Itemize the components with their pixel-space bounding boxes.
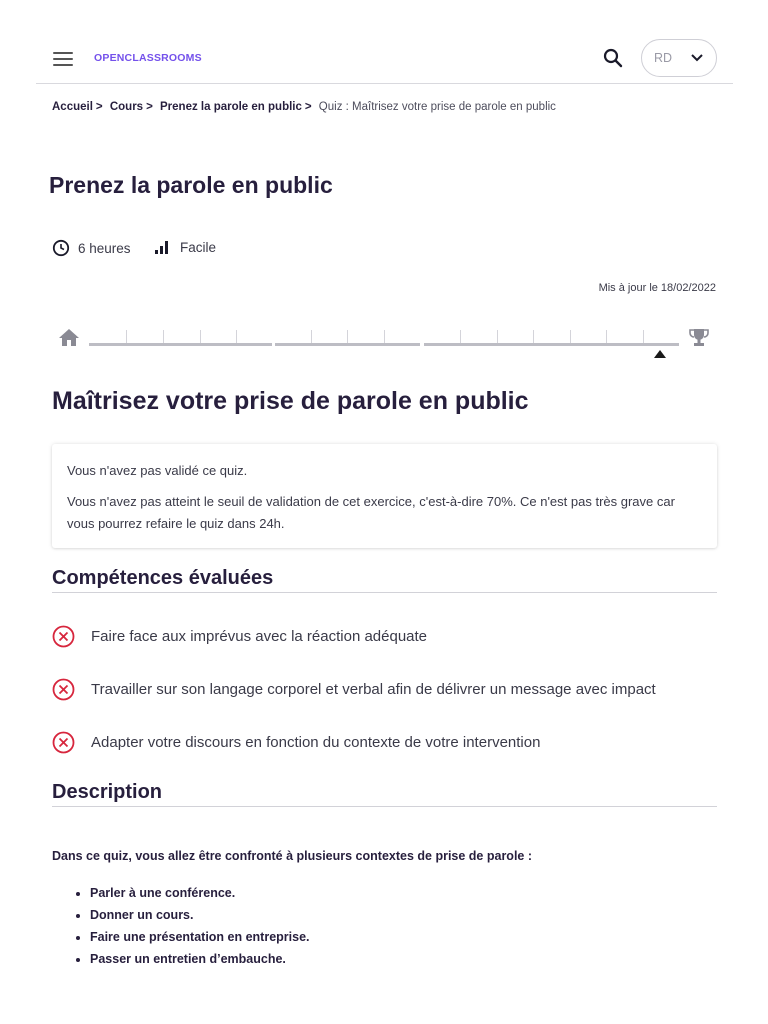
progress-step[interactable] [570, 330, 571, 343]
skill-item [52, 625, 427, 648]
quiz-result-card [52, 444, 717, 548]
user-avatar-initials: RD [654, 51, 673, 65]
breadcrumb-separator: > [146, 101, 153, 113]
difficulty-bars-icon [154, 239, 172, 255]
quiz-status-message: Vous n'avez pas atteint le seuil de validation de cet exercice, c'est-à-dire 70%. Ce n'est pas très grave car vous pourrez refaire le quiz dans 24h. [67, 494, 675, 531]
progress-step[interactable] [126, 330, 127, 343]
progress-step[interactable] [200, 330, 201, 343]
level-text: Facile [180, 239, 217, 255]
failed-x-circle-icon [52, 678, 75, 701]
skill-label: Faire face aux imprévus avec la réaction adéquate [91, 628, 428, 645]
top-header [36, 30, 733, 84]
user-menu-button[interactable] [641, 39, 717, 77]
list-item: • Passer un entretien d’embauche. [90, 951, 310, 973]
skill-label: Adapter votre discours en fonction du contexte de votre intervention [91, 734, 541, 751]
description-list [90, 885, 310, 973]
quiz-title: Maîtrisez votre prise de parole en public [52, 387, 529, 415]
quiz-status-text: Vous n'avez pas validé ce quiz. [67, 463, 248, 478]
hamburger-menu-icon[interactable] [53, 52, 73, 66]
breadcrumb [52, 101, 556, 113]
last-updated: Mis à jour le 18/02/2022 [598, 282, 716, 294]
breadcrumb-separator: > [95, 101, 103, 113]
skill-item [52, 731, 540, 754]
breadcrumb-separator: > [304, 101, 312, 113]
failed-x-circle-icon [52, 731, 75, 754]
list-item: • Donner un cours. [90, 907, 310, 929]
progress-step[interactable] [163, 330, 164, 343]
search-icon[interactable] [602, 47, 624, 69]
progress-step[interactable] [347, 330, 348, 343]
progress-step[interactable] [606, 330, 607, 343]
course-title: Prenez la parole en public [49, 172, 333, 198]
home-icon[interactable] [58, 328, 80, 352]
progress-segment [424, 343, 679, 346]
trophy-icon [688, 328, 710, 353]
current-position-marker [654, 350, 666, 358]
progress-step[interactable] [384, 330, 385, 343]
course-level [154, 239, 216, 255]
progress-step[interactable] [497, 330, 498, 343]
clock-icon [52, 239, 70, 257]
progress-step[interactable] [311, 330, 312, 343]
duration-text: 6 heures [78, 240, 131, 256]
breadcrumb-courses-link[interactable]: Cours [109, 101, 144, 113]
list-item: • Parler à une conférence. [90, 885, 310, 907]
breadcrumb-current: Quiz : Maîtrisez votre prise de parole en public [318, 101, 556, 113]
breadcrumb-course-link[interactable]: Prenez la parole en public [160, 101, 302, 113]
progress-step[interactable] [460, 330, 461, 343]
progress-segment [89, 343, 272, 346]
progress-step[interactable] [236, 330, 237, 343]
chevron-down-icon [691, 54, 703, 62]
description-section-title: Description [52, 781, 717, 807]
failed-x-circle-icon [52, 625, 75, 648]
skills-section-title: Compétences évaluées [52, 567, 717, 593]
breadcrumb-home-link[interactable]: Accueil [52, 101, 93, 113]
brand-logo[interactable]: OPENCLASSROOMS [94, 52, 202, 64]
course-duration [52, 239, 131, 257]
progress-step[interactable] [643, 330, 644, 343]
progress-segment [275, 343, 420, 346]
description-intro: Dans ce quiz, vous allez être confronté à plusieurs contextes de prise de parole : [52, 849, 533, 863]
skill-item [52, 678, 656, 701]
list-item: • Faire une présentation en entreprise. [90, 929, 310, 951]
progress-step[interactable] [533, 330, 534, 343]
skill-label: Travailler sur son langage corporel et verbal afin de délivrer un message avec impact [91, 681, 656, 698]
